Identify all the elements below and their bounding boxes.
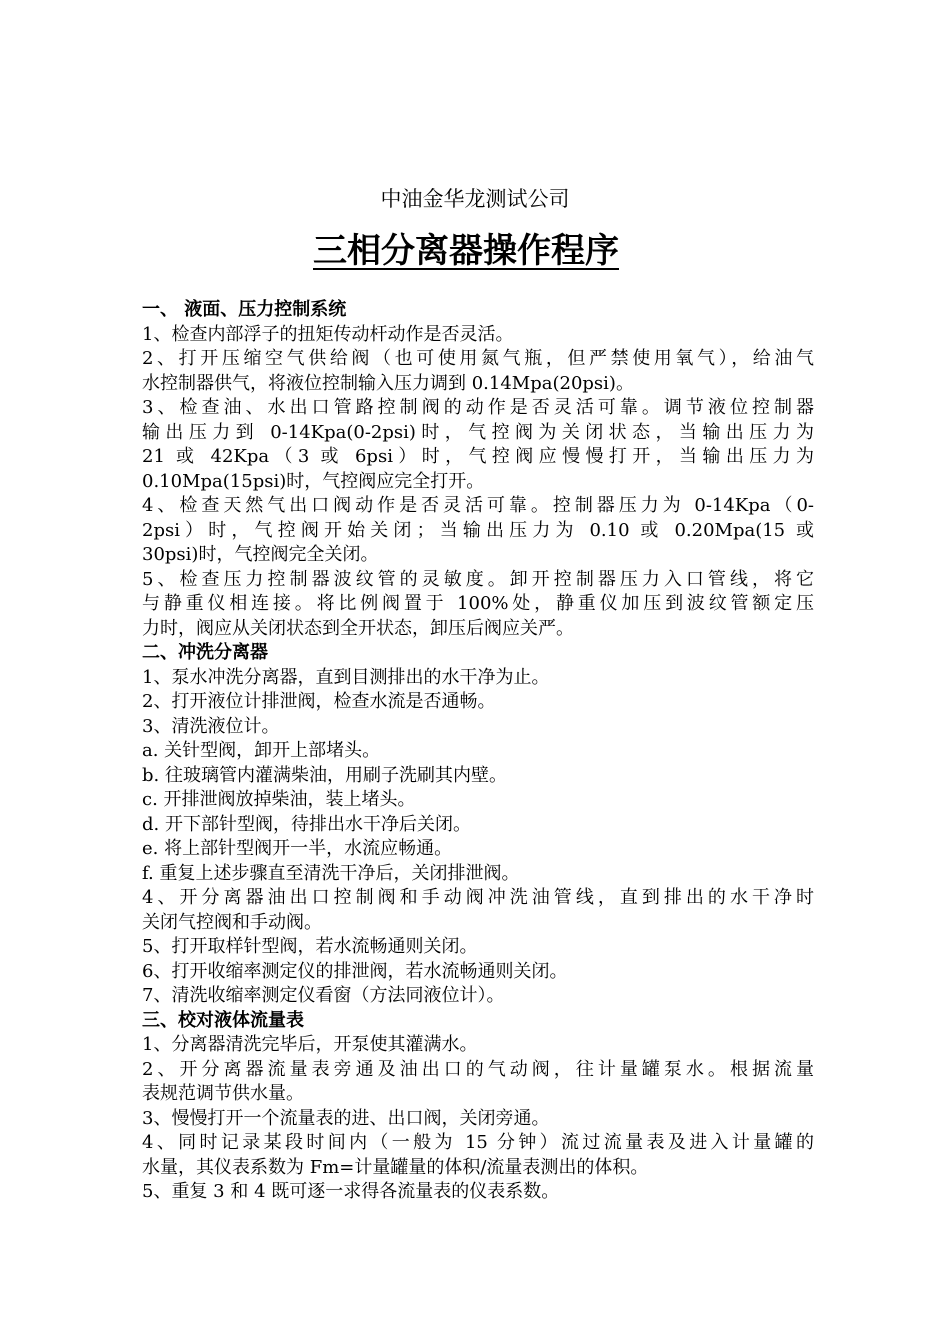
section-heading: 一、 液面、压力控制系统 <box>142 299 347 320</box>
body-line: 1、泵水冲洗分离器，直到目测排出的水干净为止。 <box>142 666 550 688</box>
body-line: c. 开排泄阀放掉柴油，装上堵头。 <box>142 789 416 810</box>
body-line: 30psi)时，气控阀完全关闭。 <box>142 544 379 565</box>
body-line: 1、分离器清洗完毕后，开泵使其灌满水。 <box>142 1034 478 1055</box>
section-heading: 三、校对液体流量表 <box>142 1009 304 1031</box>
section-heading: 二、冲洗分离器 <box>142 642 268 663</box>
body-line: 7、清洗收缩率测定仪看窗（方法同液位计）。 <box>142 985 505 1006</box>
document-title <box>0 228 950 274</box>
body-line: 与静重仪相连接。将比例阀置于 100%处，静重仪加压到波纹管额定压 <box>142 593 814 614</box>
body-line: 5、重复 3 和 4 既可逐一求得各流量表的仪表系数。 <box>142 1181 560 1202</box>
body-line: 4、检查天然气出口阀动作是否灵活可靠。控制器压力为 0-14Kpa（0- <box>142 495 814 516</box>
body-line: 0.10Mpa(15psi)时，气控阀应完全打开。 <box>142 470 485 492</box>
body-line: 2、开分离器流量表旁通及油出口的气动阀，往计量罐泵水。根据流量 <box>142 1058 814 1080</box>
body-line: 力时，阀应从关闭状态到全开状态，卸压后阀应关严。 <box>142 617 574 639</box>
body-line: 表规范调节供水量。 <box>142 1083 304 1104</box>
body-line: 2、打开液位计排泄阀，检查水流是否通畅。 <box>142 691 496 712</box>
body-line: 3、清洗液位计。 <box>142 715 280 737</box>
body-line: f. 重复上述步骤直至清洗干净后，关闭排泄阀。 <box>142 862 520 884</box>
body-line: 关闭气控阀和手动阀。 <box>142 911 322 933</box>
body-line: 水控制器供气，将液位控制输入压力调到 0.14Mpa(20psi)。 <box>142 372 634 394</box>
body-line: 输出压力到 0-14Kpa(0-2psi)时，气控阀为关闭状态，当输出压力为 <box>142 421 814 443</box>
body-line: 3、检查油、水出口管路控制阀的动作是否灵活可靠。调节液位控制器 <box>142 397 814 418</box>
body-line: 2psi）时，气控阀开始关闭；当输出压力为 0.10 或 0.20Mpa(15 或 <box>142 519 814 541</box>
body-line: 3、慢慢打开一个流量表的进、出口阀，关闭旁通。 <box>142 1107 550 1129</box>
body-line: 1、检查内部浮子的扭矩传动杆动作是否灵活。 <box>142 323 514 345</box>
body-line: 5、检查压力控制器波纹管的灵敏度。卸开控制器压力入口管线，将它 <box>142 568 814 590</box>
document-body <box>142 298 814 1205</box>
body-line: 水量，其仪表系数为 Fm=计量罐量的体积/流量表测出的体积。 <box>142 1156 649 1178</box>
body-line: e. 将上部针型阀开一半，水流应畅通。 <box>142 838 453 859</box>
body-line: 4、开分离器油出口控制阀和手动阀冲洗油管线，直到排出的水干净时 <box>142 887 814 908</box>
company-name: 中油金华龙测试公司 <box>380 187 570 211</box>
body-line: d. 开下部针型阀，待排出水干净后关闭。 <box>142 813 471 835</box>
body-line: 6、打开收缩率测定仪的排泄阀，若水流畅通则关闭。 <box>142 960 568 982</box>
body-line: a. 关针型阀，卸开上部堵头。 <box>142 740 381 761</box>
document-title-text: 三相分离器操作程序 <box>313 231 619 271</box>
body-line: 2、打开压缩空气供给阀（也可使用氮气瓶，但严禁使用氧气），给油气 <box>142 348 814 369</box>
body-line: 4、同时记录某段时间内（一般为 15 分钟）流过流量表及进入计量罐的 <box>142 1132 814 1153</box>
body-line: 5、打开取样针型阀，若水流畅通则关闭。 <box>142 936 478 957</box>
body-line: 21 或 42Kpa（3 或 6psi）时，气控阀应慢慢打开，当输出压力为 <box>142 446 814 467</box>
body-line: b. 往玻璃管内灌满柴油，用刷子洗刷其内壁。 <box>142 764 507 786</box>
